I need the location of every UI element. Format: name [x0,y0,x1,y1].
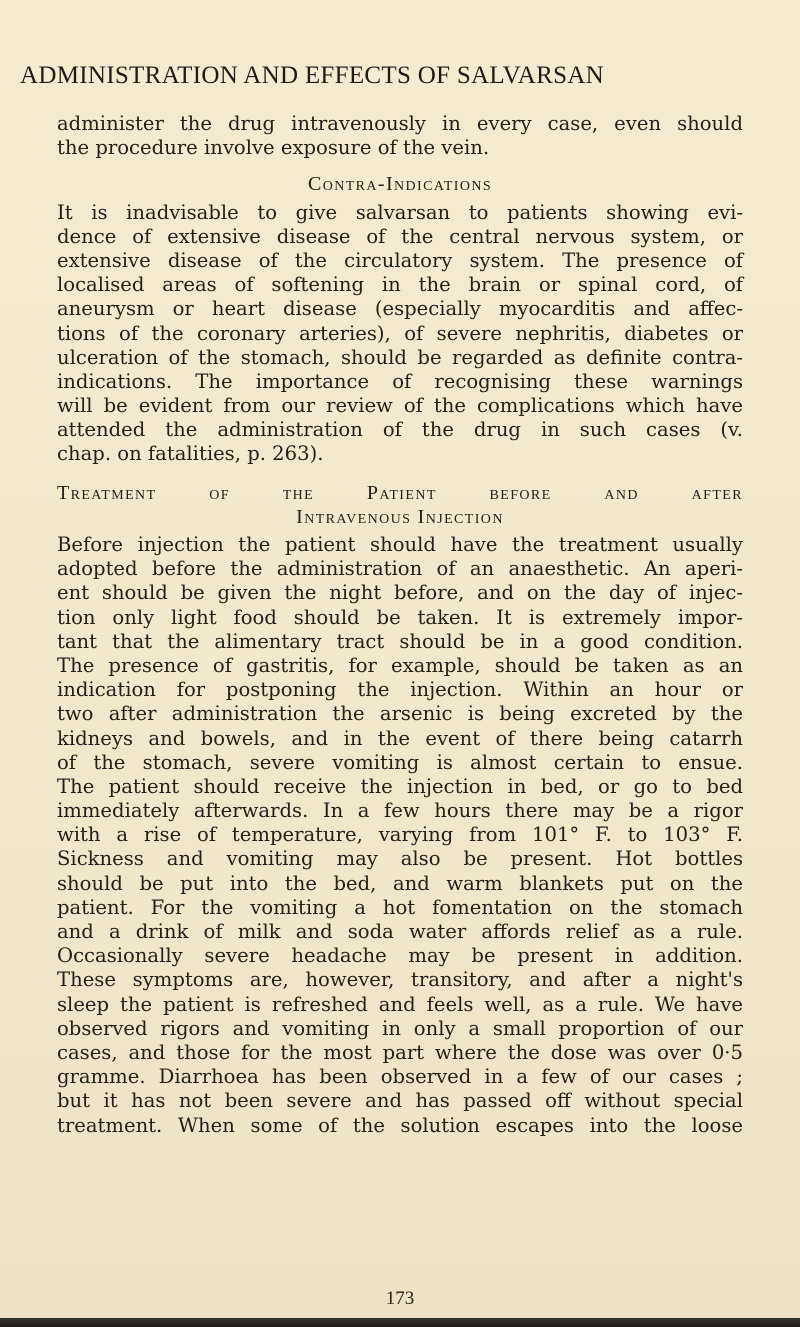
text-line: patient. For the vomiting a hot fomentation on the stomach [57,895,743,919]
running-head: ADMINISTRATION AND EFFECTS OF SALVARSAN [20,62,605,89]
text-line: Occasionally severe headache may be present in addition. [57,944,743,968]
text-line: ent should be given the night before, and on the day of injec- [57,581,743,605]
section-heading-contra-indications: Contra-Indications [307,173,493,196]
text-line: the procedure involve exposure of the vein. [57,136,490,160]
text-line: two after administration the arsenic is being excreted by the [57,702,743,726]
section-heading-treatment-line1: Treatment of the Patient before and after [57,481,743,504]
text-line: Sickness and vomiting may also be present. Hot bottles [57,847,743,871]
intro-paragraph [57,112,743,160]
text-line: administer the drug intravenously in every case, even should [57,112,743,135]
text-line: attended the administration of the drug in such cases (v. [57,418,743,442]
text-line: It is inadvisable to give salvarsan to patients showing evi- [57,200,743,224]
page-edge-divider [0,1318,800,1327]
text-line: extensive disease of the circulatory system. The presence of [57,248,743,272]
page-number: 173 [385,1288,415,1309]
text-line: of the stomach, severe vomiting is almost certain to ensue. [57,750,743,774]
text-line: These symptoms are, however, transitory, and after a night's [57,968,743,992]
text-line: cases, and those for the most part where the dose was over 0·5 [57,1040,743,1064]
text-line: chap. on fatalities, p. 263). [57,442,324,466]
section-heading-treatment-line2: Intravenous Injection [296,505,504,528]
text-line: treatment. When some of the solution escapes into the loose [57,1113,743,1137]
text-line: observed rigors and vomiting in only a small proportion of our [57,1016,743,1040]
text-line: tant that the alimentary tract should be in a good condition. [57,629,743,653]
text-line: with a rise of temperature, varying from 101° F. to 103° F. [57,823,743,847]
text-line: tions of the coronary arteries), of severe nephritis, diabetes or [57,321,743,345]
text-line: and a drink of milk and soda water affords relief as a rule. [57,920,743,943]
text-line: localised areas of softening in the brain or spinal cord, of [57,273,743,297]
text-line: gramme. Diarrhoea has been observed in a few of our cases ; [57,1065,743,1089]
text-line: Before injection the patient should have the treatment usually [57,533,743,556]
text-line: immediately afterwards. In a few hours there may be a rigor [57,799,743,823]
text-line: The presence of gastritis, for example, should be taken as an [57,653,743,677]
text-line: indications. The importance of recognising these warnings [57,369,743,393]
text-line: ulceration of the stomach, should be regarded as definite contra- [57,345,743,369]
text-line: dence of extensive disease of the central nervous system, or [57,224,743,248]
text-line: but it has not been severe and has passed off without special [57,1089,743,1113]
text-line: The patient should receive the injection in bed, or go to bed [57,774,743,798]
text-line: adopted before the administration of an anaesthetic. An aperi- [57,557,743,581]
contra-indications-paragraph [57,201,743,467]
text-block [57,112,743,1138]
text-line: sleep the patient is refreshed and feels well, as a rule. We have [57,992,743,1016]
text-line: kidneys and bowels, and in the event of there being catarrh [57,726,743,750]
text-line: should be put into the bed, and warm blankets put on the [57,871,743,895]
text-line: aneurysm or heart disease (especially myocarditis and affec- [57,297,743,321]
treatment-paragraph [57,533,743,1138]
text-line: indication for postponing the injection. Within an hour or [57,678,743,702]
text-line: tion only light food should be taken. It is extremely impor- [57,605,743,629]
text-line: will be evident from our review of the complications which have [57,394,743,418]
